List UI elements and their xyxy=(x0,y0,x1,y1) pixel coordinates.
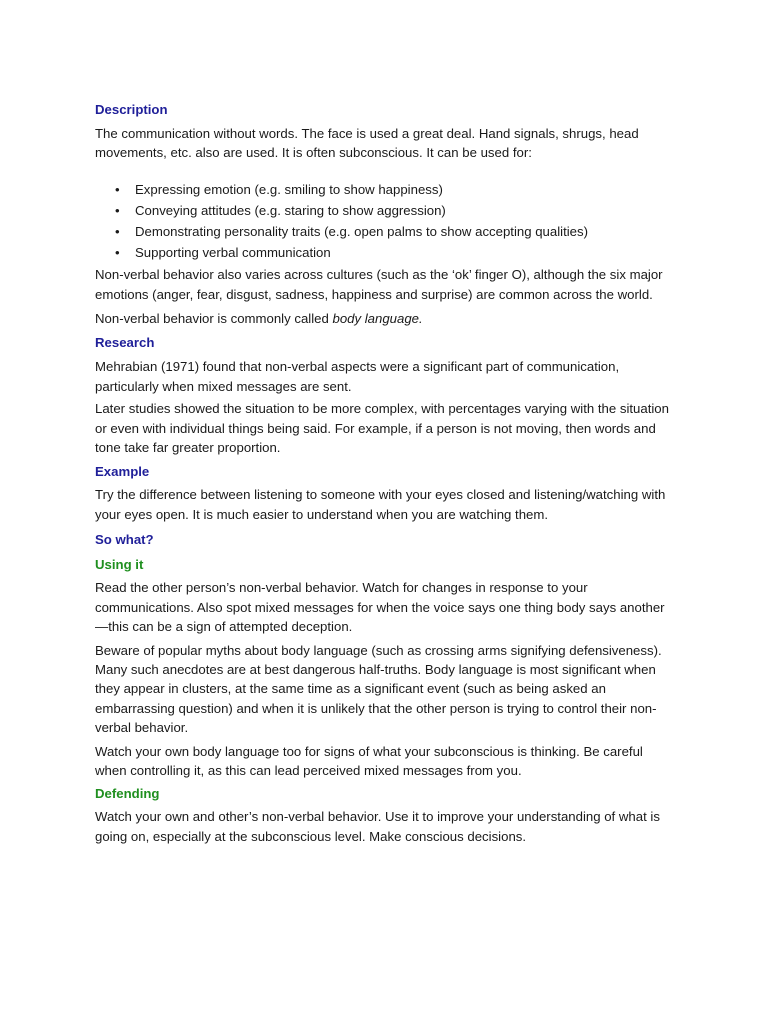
description-intro: The communication without words. The face is used a great deal. Hand signals, shrugs, head movements, etc. also are used. It is often subconscious. It can be used for: xyxy=(95,126,639,161)
list-item xyxy=(95,243,675,262)
culture-paragraph: Non-verbal behavior also varies across cultures (such as the ‘ok’ finger O), although the six major emotions (anger, fear, disgust, sadness, happiness and surprise) are common across the world. xyxy=(95,267,663,302)
example-heading: Example xyxy=(95,464,150,480)
body-language-prefix: Non-verbal behavior is commonly called xyxy=(95,311,333,327)
list-item-text: Conveying attitudes (e.g. staring to show aggression) xyxy=(135,202,446,218)
research-heading: Research xyxy=(95,335,155,351)
so-what-heading: So what? xyxy=(95,532,154,548)
using-it-paragraph-2: Beware of popular myths about body language (such as crossing arms signifying defensiveness). Many such anecdotes are at best dangerous half-truths. Body language is most significant when they appear in clusters, at the same time as a significant event (such as being asked an embarrassing question) and when it is unlikely that the other person is trying to control their non-verbal behavior. xyxy=(95,642,662,736)
list-item-text: Demonstrating personality traits (e.g. open palms to show accepting qualities) xyxy=(135,223,588,239)
bullet-icon: • xyxy=(115,181,120,197)
body-language-paragraph xyxy=(95,309,675,328)
using-it-paragraph-3: Watch your own body language too for signs of what your subconscious is thinking. Be careful when controlling it, as this can lead perceived mixed messages from you. xyxy=(95,743,643,778)
list-item xyxy=(95,201,675,220)
bullet-icon: • xyxy=(115,202,120,218)
list-item xyxy=(95,180,675,199)
defending-heading: Defending xyxy=(95,786,160,802)
bullet-icon: • xyxy=(115,223,120,239)
bullet-icon: • xyxy=(115,244,120,260)
list-item-text: Supporting verbal communication xyxy=(135,244,331,260)
document-page xyxy=(95,100,675,846)
body-language-term: body language. xyxy=(332,311,423,327)
list-item xyxy=(95,222,675,241)
defending-paragraph: Watch your own and other’s non-verbal behavior. Use it to improve your understanding of what is going on, especially at the subconscious level. Make conscious decisions. xyxy=(95,809,660,844)
using-it-paragraph-1: Read the other person’s non-verbal behavior. Watch for changes in response to your communications. Also spot mixed messages for when the voice says one thing body says another—this can be a sign of attempted deception. xyxy=(95,580,665,635)
research-paragraph-2: Later studies showed the situation to be more complex, with percentages varying with the situation or even with individual things being said. For example, if a person is not moving, then words and tone take far greater proportion. xyxy=(95,401,669,456)
description-heading: Description xyxy=(95,102,168,117)
using-it-heading: Using it xyxy=(95,557,144,573)
list-item-text: Expressing emotion (e.g. smiling to show happiness) xyxy=(135,181,443,197)
example-paragraph: Try the difference between listening to someone with your eyes closed and listening/watching with your eyes open. It is much easier to understand when you are watching them. xyxy=(95,487,666,522)
uses-list xyxy=(95,180,675,262)
research-paragraph-1: Mehrabian (1971) found that non-verbal aspects were a significant part of communication, particularly when mixed messages are sent. xyxy=(95,359,620,394)
